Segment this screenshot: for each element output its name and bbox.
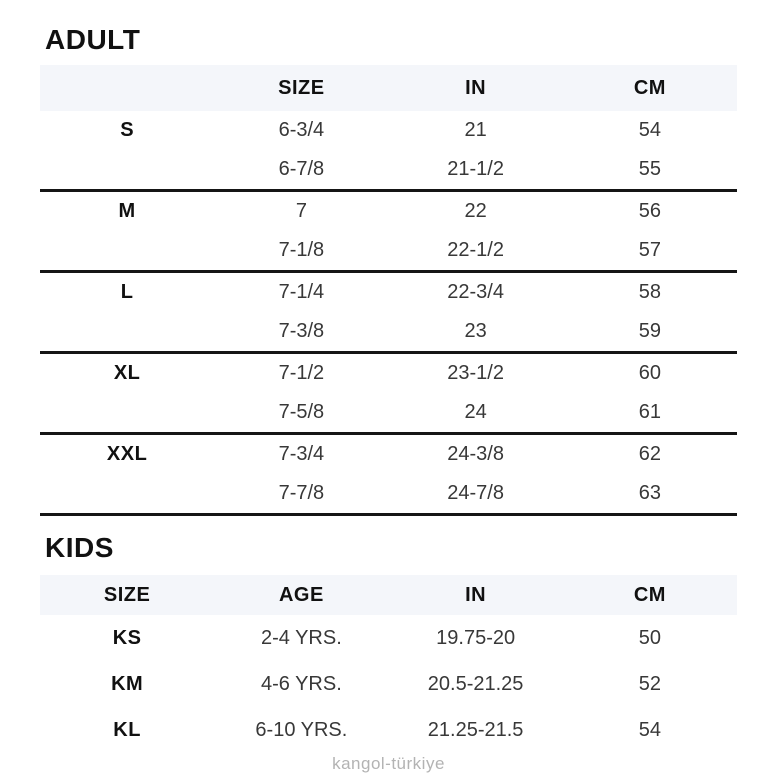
- value-cell: 21: [464, 119, 487, 141]
- value-cell: 7-7/8: [214, 474, 388, 515]
- value-cell: 24-7/8: [389, 474, 563, 515]
- header-row: [40, 575, 737, 615]
- row-label-cell: [40, 150, 214, 191]
- value-cell: 4-6 YRS.: [260, 672, 342, 695]
- table-row: [40, 111, 737, 150]
- value-cell: 22-3/4: [447, 281, 504, 303]
- value-cell: 63: [563, 474, 737, 515]
- header-cell-size: SIZE: [214, 65, 388, 111]
- row-label-cell: KM: [111, 672, 144, 695]
- value-cell: 57: [563, 231, 737, 272]
- table-row: [40, 474, 737, 515]
- row-label-cell: L: [120, 281, 134, 303]
- value-cell: 59: [563, 312, 737, 353]
- value-cell: 23-1/2: [447, 362, 504, 384]
- kids-table-body: [40, 615, 737, 753]
- header-cell-age: AGE: [214, 575, 388, 615]
- value-cell: 22-1/2: [389, 231, 563, 272]
- header-cell-in: IN: [389, 575, 563, 615]
- row-label-cell: XXL: [106, 443, 148, 465]
- value-cell: 6-7/8: [214, 150, 388, 191]
- row-label-cell: [40, 231, 214, 272]
- value-cell: 60: [638, 362, 661, 384]
- value-cell: 54: [638, 718, 661, 741]
- value-cell: 56: [638, 200, 661, 222]
- row-label-cell: KL: [113, 718, 141, 741]
- row-label-cell: KS: [112, 626, 142, 649]
- value-cell: 7-3/4: [278, 443, 325, 465]
- value-cell: 19.75-20: [436, 626, 516, 649]
- row-label-cell: M: [118, 200, 136, 222]
- adult-section-title: ADULT: [45, 24, 141, 55]
- watermark-text: kangol-türkiye: [332, 754, 445, 773]
- value-cell: 7-1/4: [278, 281, 325, 303]
- kids-section-title: KIDS: [45, 532, 114, 563]
- value-cell: 6-3/4: [278, 119, 325, 141]
- row-label-cell: [40, 312, 214, 353]
- value-cell: 7-1/8: [214, 231, 388, 272]
- header-cell-size: SIZE: [40, 575, 214, 615]
- row-label-cell: [40, 393, 214, 434]
- value-cell: 61: [563, 393, 737, 434]
- value-cell: 52: [638, 672, 661, 695]
- table-row: [40, 707, 737, 753]
- value-cell: 55: [563, 150, 737, 191]
- table-row: [40, 272, 737, 313]
- value-cell: 24-3/8: [447, 443, 504, 465]
- value-cell: 20.5-21.25: [427, 672, 524, 695]
- header-cell-cm: CM: [563, 65, 737, 111]
- size-chart-page: [0, 26, 776, 776]
- kids-table-header: [40, 575, 737, 615]
- value-cell: 54: [638, 119, 661, 141]
- value-cell: 23: [389, 312, 563, 353]
- value-cell: 7-1/2: [278, 362, 325, 384]
- value-cell: 21-1/2: [389, 150, 563, 191]
- table-row: [40, 312, 737, 353]
- value-cell: 24: [389, 393, 563, 434]
- adult-table-header: [40, 65, 737, 111]
- header-cell-blank: [40, 65, 214, 111]
- value-cell: 62: [638, 443, 661, 465]
- value-cell: 7-5/8: [214, 393, 388, 434]
- value-cell: 21.25-21.5: [427, 718, 524, 741]
- adult-size-table: [40, 65, 737, 516]
- value-cell: 2-4 YRS.: [260, 626, 342, 649]
- header-cell-cm: CM: [563, 575, 737, 615]
- table-row: [40, 353, 737, 394]
- table-row: [40, 191, 737, 232]
- table-row: [40, 661, 737, 707]
- header-cell-in: IN: [389, 65, 563, 111]
- value-cell: 7: [295, 200, 307, 222]
- row-label-cell: XL: [113, 362, 141, 384]
- value-cell: 6-10 YRS.: [255, 718, 348, 741]
- row-label-cell: [40, 474, 214, 515]
- table-row: [40, 434, 737, 475]
- value-cell: 58: [638, 281, 661, 303]
- row-label-cell: S: [120, 119, 135, 141]
- table-row: [40, 615, 737, 661]
- value-cell: 22: [464, 200, 487, 222]
- table-row: [40, 231, 737, 272]
- value-cell: 50: [638, 626, 661, 649]
- adult-table-body: [40, 111, 737, 515]
- header-row: [40, 65, 737, 111]
- kids-size-table: [40, 575, 737, 753]
- table-row: [40, 150, 737, 191]
- value-cell: 7-3/8: [214, 312, 388, 353]
- table-row: [40, 393, 737, 434]
